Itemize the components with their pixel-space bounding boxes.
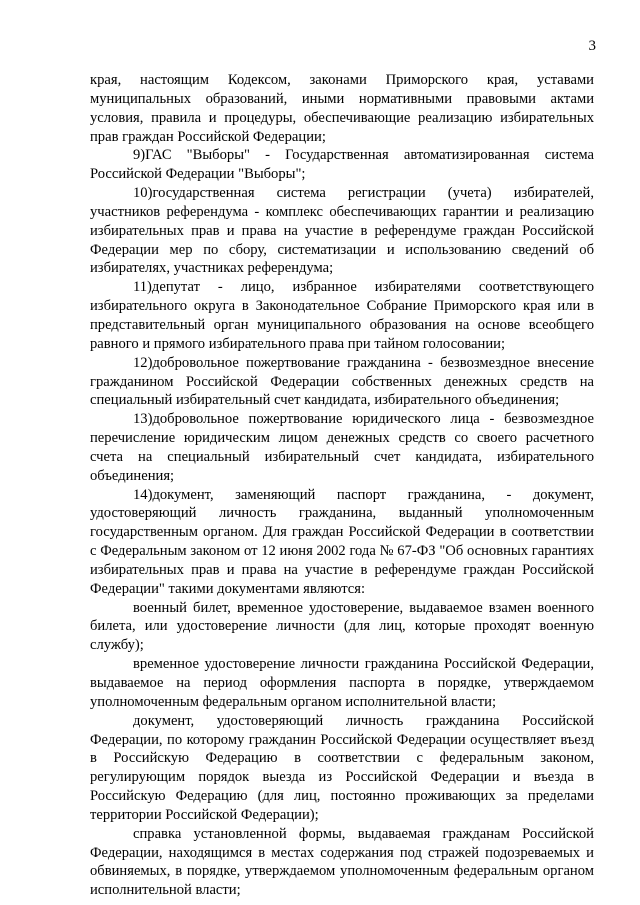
document-body: [90, 71, 594, 900]
paragraph-continuation: края, настоящим Кодексом, законами Приморского края, уставами муниципальных образований, иными нормативными правовыми актами условия, правила и процедуры, обеспечивающие реализацию избирательных прав граждан Российской Федерации;: [90, 72, 594, 145]
paragraph-item-12: 12)добровольное пожертвование гражданина - безвозмездное внесение гражданином Российской Федерации собственных денежных средств на специальный избирательный счет кандидата, избирательного объединения;: [90, 354, 594, 409]
paragraph-military-id: военный билет, временное удостоверение, выдаваемое взамен военного билета, или удостоверение личности (для лиц, которые проходят военную службу);: [90, 599, 594, 654]
paragraph-temporary-id: временное удостоверение личности гражданина Российской Федерации, выдаваемое на период оформления паспорта в порядке, утверждаемом уполномоченным федеральным органом исполнительной власти;: [90, 656, 594, 710]
paragraph-item-11: 11)депутат - лицо, избранное избирателями соответствующего избирательного округа в Законодательное Собрание Приморского края или в представительный орган муниципального образования на основе всеобщего равного и прямого избирательного права при тайном голосовании;: [90, 279, 594, 352]
paragraph-item-14: 14)документ, заменяющий паспорт гражданина, - документ, удостоверяющий личность гражданина, выданный уполномоченным государственным органом. Для граждан Российской Федерации в соответствии с Федеральным законом от 12 июня 2002 года № 67-ФЗ "Об основных гарантиях избирательных прав и права на участие в референдуме граждан Российской Федерации" такими документами являются:: [90, 486, 594, 597]
paragraph-item-13: 13)добровольное пожертвование юридического лица - безвозмездное перечисление юридическим лицом денежных средств со своего расчетного счета на специальный избирательный счет кандидата, избирательного объединения;: [90, 411, 594, 484]
paragraph-entry-document: документ, удостоверяющий личность гражданина Российской Федерации, по которому гражданин Российской Федерации осуществляет въезд в Российскую Федерацию в соответствии с федеральным законом, регулирующим порядок выезда из Российской Федерации и въезда в Российскую Федерацию (для лиц, постоянно проживающих за пределами территории Российской Федерации);: [90, 712, 594, 823]
paragraph-item-9: 9)ГАС "Выборы" - Государственная автоматизированная система Российской Федерации "Выборы";: [90, 147, 594, 183]
paragraph-custody-certificate: справка установленной формы, выдаваемая гражданам Российской Федерации, находящимся в местах содержания под стражей подозреваемых и обвиняемых, в порядке, утверждаемом уполномоченным федеральным органом исполнительной власти;: [90, 825, 594, 899]
paragraph-item-10: 10)государственная система регистрации (учета) избирателей, участников референдума - комплекс обеспечивающих гарантии и реализацию избирательных прав и права на участие в референдуме граждан Российской Федерации мер по сбору, систематизации и использованию сведений об избирателях, участниках референдума;: [90, 185, 594, 277]
page-number: 3: [588, 38, 596, 54]
